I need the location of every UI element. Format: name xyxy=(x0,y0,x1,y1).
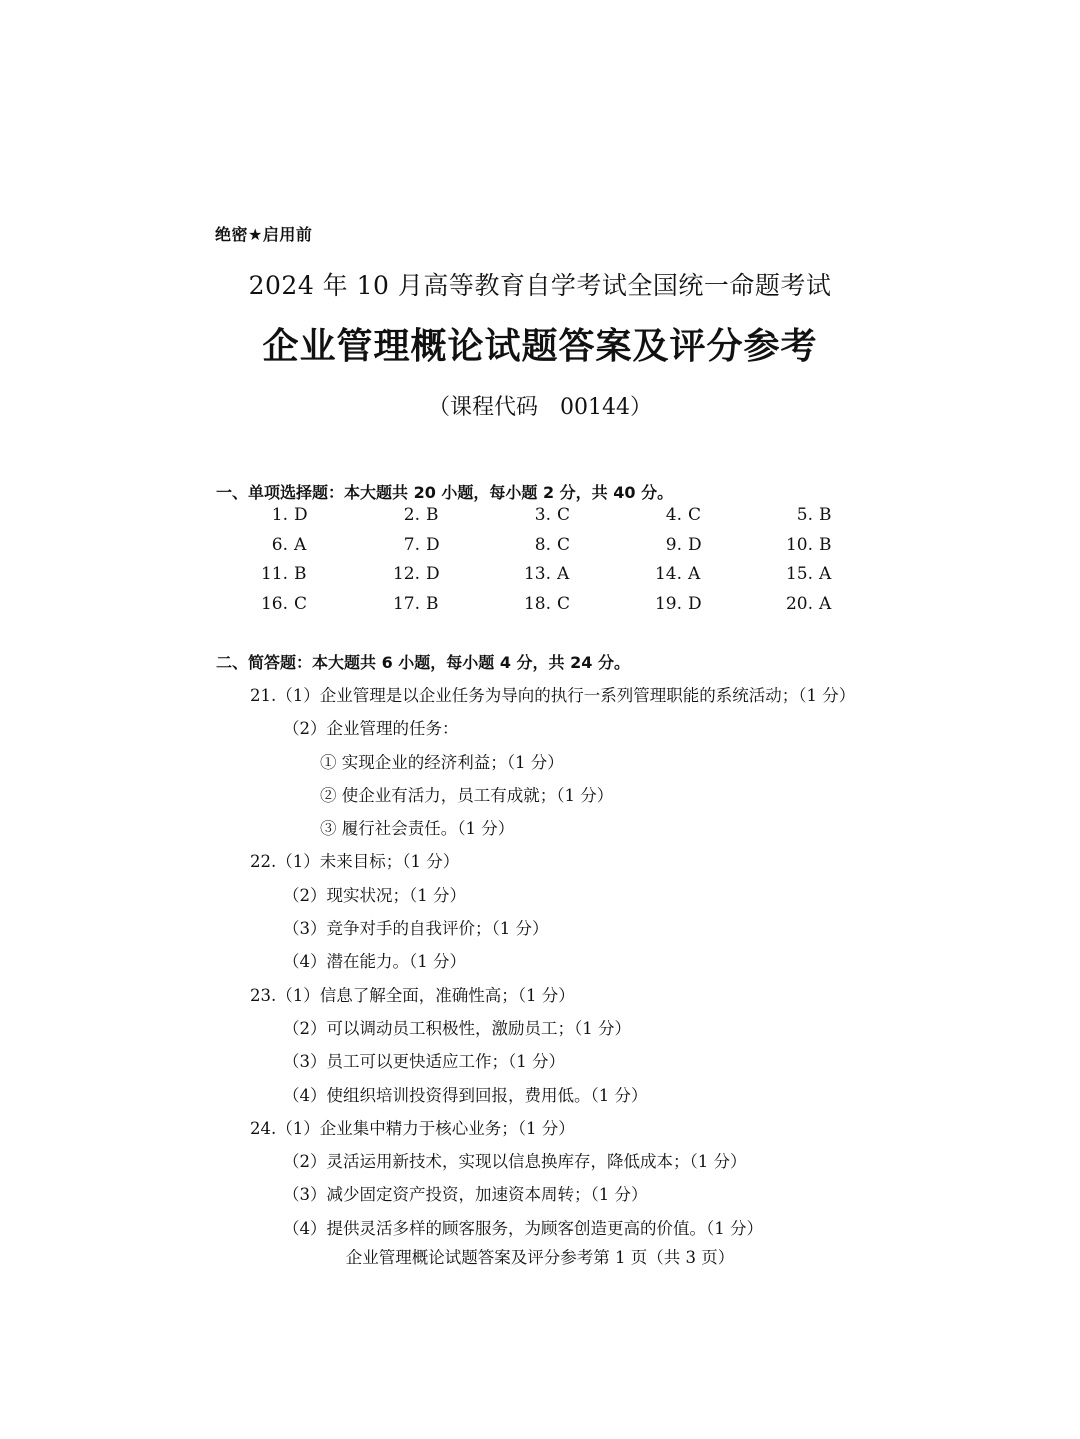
answer-row xyxy=(246,505,866,535)
answer-letter: D xyxy=(426,564,440,584)
question-number: 16. xyxy=(260,593,288,614)
answer-row xyxy=(246,564,866,594)
question-number: 1. xyxy=(271,505,288,525)
answer-cell xyxy=(771,535,861,555)
answer-text: （2）可以调动员工积极性，激励员工；（1 分） xyxy=(283,1018,631,1038)
answer-cell xyxy=(509,564,599,584)
answer-cell xyxy=(378,535,468,555)
answer-cell xyxy=(771,594,861,614)
question-number: 11. xyxy=(260,564,288,584)
answer-text: ② 使企业有活力，员工有成就；（1 分） xyxy=(320,785,614,805)
answer-line xyxy=(0,1009,1080,1042)
answer-cell xyxy=(378,505,468,525)
question-number: 15. xyxy=(785,564,813,584)
answer-line xyxy=(0,842,1080,875)
answer-text: 21.（1）企业管理是以企业任务为导向的执行一系列管理职能的系统活动；（1 分） xyxy=(250,686,856,705)
section-heading-multiple-choice: 一、单项选择题：本大题共 20 小题，每小题 2 分，共 40 分。 xyxy=(216,483,674,502)
answer-cell xyxy=(509,505,599,525)
answer-row xyxy=(246,594,866,624)
confidential-label: 绝密★启用前 xyxy=(215,225,313,244)
answer-cell xyxy=(771,505,861,525)
answer-letter: C xyxy=(294,593,308,614)
answer-text: ① 实现企业的经济利益；（1 分） xyxy=(320,752,564,772)
answer-line xyxy=(0,709,1080,742)
question-number: 2. xyxy=(403,505,420,525)
answer-letter: C xyxy=(557,593,571,614)
question-number: 4. xyxy=(665,505,682,525)
answer-line xyxy=(0,776,1080,809)
question-number: 7. xyxy=(403,534,420,555)
answer-letter: B xyxy=(294,564,307,584)
question-number: 20. xyxy=(785,593,813,614)
question-number: 5. xyxy=(796,505,813,525)
answer-letter: A xyxy=(688,564,701,584)
section-heading-short-answer: 二、简答题：本大题共 6 小题，每小题 4 分，共 24 分。 xyxy=(216,653,630,672)
answer-line xyxy=(0,1076,1080,1109)
short-answer-list xyxy=(0,676,1080,1242)
answer-text: 23.（1）信息了解全面，准确性高；（1 分） xyxy=(250,985,575,1005)
question-number: 18. xyxy=(523,593,551,614)
answer-text: （4）潜在能力。（1 分） xyxy=(283,952,466,972)
answer-line xyxy=(0,942,1080,975)
question-number: 19. xyxy=(654,593,682,614)
answer-letter: B xyxy=(426,505,439,525)
question-number: 12. xyxy=(392,564,420,584)
answer-letter: C xyxy=(557,505,571,525)
answer-letter: A xyxy=(294,534,307,555)
answer-text: 22.（1）未来目标；（1 分） xyxy=(250,852,460,872)
answer-text: ③ 履行社会责任。（1 分） xyxy=(320,819,515,839)
answer-line xyxy=(0,1042,1080,1075)
answer-letter: B xyxy=(819,505,832,525)
answer-cell xyxy=(509,535,599,555)
answer-letter: D xyxy=(688,593,702,614)
answer-cell xyxy=(246,535,336,555)
answer-text: 24.（1）企业集中精力于核心业务；（1 分） xyxy=(250,1118,575,1138)
page-footer: 企业管理概论试题答案及评分参考第 1 页（共 3 页） xyxy=(345,1248,735,1267)
question-number: 8. xyxy=(534,534,551,555)
answer-cell xyxy=(640,594,730,614)
answer-text: （2）现实状况；（1 分） xyxy=(283,885,466,905)
answer-line xyxy=(0,1142,1080,1175)
course-code: （课程代码 00144） xyxy=(428,395,652,420)
answer-cell xyxy=(771,564,861,584)
answer-letter: C xyxy=(688,505,702,525)
answer-cell xyxy=(509,594,599,614)
answer-cell xyxy=(246,564,336,584)
answer-cell xyxy=(640,535,730,555)
answer-line xyxy=(0,1209,1080,1242)
answer-row xyxy=(246,535,866,565)
answer-letter: D xyxy=(688,534,702,555)
answer-letter: B xyxy=(819,534,832,555)
answer-cell xyxy=(640,564,730,584)
answer-text: （3）减少固定资产投资，加速资本周转；（1 分） xyxy=(283,1185,648,1205)
answer-cell xyxy=(246,594,336,614)
answer-line xyxy=(0,1175,1080,1208)
answer-text: （2）企业管理的任务： xyxy=(283,719,459,739)
question-number: 14. xyxy=(654,564,682,584)
answer-cell xyxy=(246,505,336,525)
question-number: 10. xyxy=(785,534,813,555)
answer-text: （3）竞争对手的自我评价；（1 分） xyxy=(283,919,549,939)
page-title: 企业管理概论试题答案及评分参考 xyxy=(262,326,818,367)
answer-cell xyxy=(378,564,468,584)
answer-letter: C xyxy=(557,534,571,555)
answer-cell xyxy=(378,594,468,614)
answer-letter: B xyxy=(426,593,439,614)
answer-letter: A xyxy=(557,564,570,584)
answer-text: （4）使组织培训投资得到回报，费用低。（1 分） xyxy=(283,1085,648,1105)
answer-letter: A xyxy=(819,593,832,614)
exam-line: 2024 年 10 月高等教育自学考试全国统一命题考试 xyxy=(248,271,832,300)
answer-text: （3）员工可以更快适应工作；（1 分） xyxy=(283,1052,565,1072)
answer-letter: D xyxy=(294,505,308,525)
answer-line xyxy=(0,976,1080,1009)
answer-cell xyxy=(640,505,730,525)
question-number: 17. xyxy=(392,593,420,614)
multiple-choice-answer-grid xyxy=(246,505,866,623)
answer-text: （2）灵活运用新技术，实现以信息换库存，降低成本；（1 分） xyxy=(283,1152,747,1172)
answer-text: （4）提供灵活多样的顾客服务，为顾客创造更高的价值。（1 分） xyxy=(283,1218,763,1238)
question-number: 9. xyxy=(665,534,682,555)
answer-letter: D xyxy=(426,534,440,555)
question-number: 13. xyxy=(523,564,551,584)
question-number: 6. xyxy=(271,534,288,555)
answer-line xyxy=(0,809,1080,842)
answer-line xyxy=(0,1109,1080,1142)
answer-line xyxy=(0,909,1080,942)
answer-line xyxy=(0,676,1080,709)
question-number: 3. xyxy=(534,505,551,525)
answer-letter: A xyxy=(819,564,832,584)
answer-line xyxy=(0,876,1080,909)
answer-line xyxy=(0,743,1080,776)
